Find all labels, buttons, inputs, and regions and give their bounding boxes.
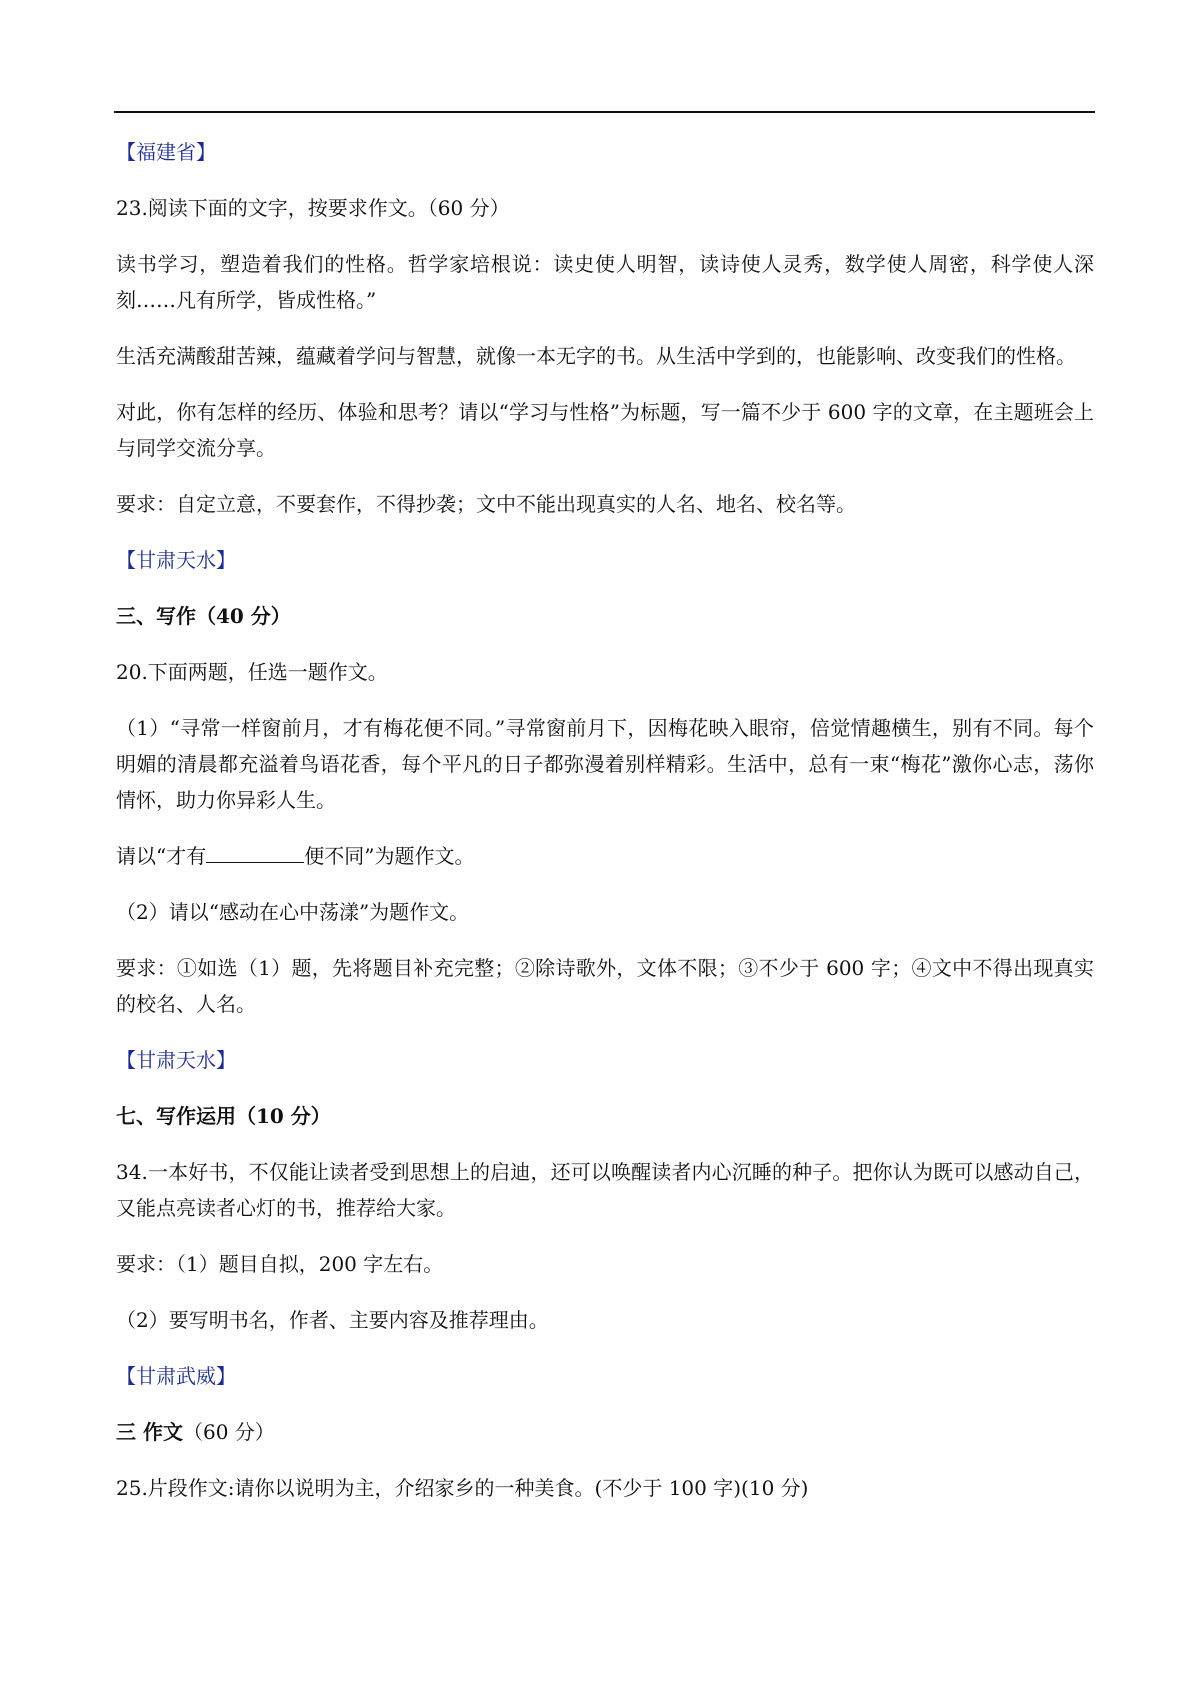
prompt-suffix: 便不同”为题作文。 — [304, 844, 475, 868]
question-20-option-1: （1）“寻常一样窗前月，才有梅花便不同。”寻常窗前月下，因梅花映入眼帘，倍觉情趣横生，别有不同。每个明媚的清晨都充溢着鸟语花香，每个平凡的日子都弥漫着别样精彩。生活中，总有一束“梅花”激你心志，荡你情怀，助力你异彩人生。 — [116, 716, 1094, 812]
region-heading-tianshui-1: 【甘肃天水】 — [116, 548, 236, 572]
section-heading-composition-60 — [116, 1414, 1094, 1450]
question-23-paragraph-2: 生活充满酸甜苦辣，蕴藏着学问与智慧，就像一本无字的书。从生活中学到的，也能影响、改变我们的性格。 — [116, 344, 1076, 368]
question-23-paragraph-1: 读书学习，塑造着我们的性格。哲学家培根说：读史使人明智，读诗使人灵秀，数学使人周密，科学使人深刻……凡有所学，皆成性格。” — [116, 252, 1094, 312]
region-heading-fujian: 【福建省】 — [116, 140, 216, 164]
fill-in-blank — [206, 842, 304, 863]
document-content — [116, 134, 1094, 1526]
question-34-title: 34.一本好书，不仅能让读者受到思想上的启迪，还可以唤醒读者内心沉睡的种子。把你认为既可以感动自己，又能点亮读者心灯的书，推荐给大家。 — [116, 1160, 1094, 1220]
region-heading-tianshui-2: 【甘肃天水】 — [116, 1048, 236, 1072]
section-heading-writing-10: 七、写作运用（10 分） — [116, 1104, 331, 1128]
question-20-option-2: （2）请以“感动在心中荡漾”为题作文。 — [116, 900, 470, 924]
region-heading-wuwei: 【甘肃武威】 — [116, 1364, 236, 1388]
question-23-paragraph-3: 对此，你有怎样的经历、体验和思考？请以“学习与性格”为标题，写一篇不少于 600 字的文章，在主题班会上与同学交流分享。 — [116, 400, 1094, 460]
question-20-prompt — [116, 838, 1094, 874]
prompt-prefix: 请以“才有 — [116, 844, 207, 868]
section-label: 三 作文 — [116, 1420, 183, 1444]
section-points: （60 分） — [182, 1420, 275, 1444]
question-25-title: 25.片段作文:请你以说明为主，介绍家乡的一种美食。(不少于 100 字)(10 分) — [116, 1476, 809, 1500]
header-rule — [114, 111, 1095, 113]
section-heading-writing-40: 三、写作（40 分） — [116, 604, 291, 628]
question-34-requirement-2: （2）要写明书名，作者、主要内容及推荐理由。 — [116, 1308, 549, 1332]
question-23-requirements: 要求：自定立意，不要套作，不得抄袭；文中不能出现真实的人名、地名、校名等。 — [116, 492, 856, 516]
question-34-requirement-1: 要求：（1）题目自拟，200 字左右。 — [116, 1252, 444, 1276]
question-20-title: 20.下面两题，任选一题作文。 — [116, 660, 388, 684]
question-20-requirements: 要求：①如选（1）题，先将题目补充完整；②除诗歌外，文体不限；③不少于 600 字；④文中不得出现真实的校名、人名。 — [116, 956, 1094, 1016]
question-23-title: 23.阅读下面的文字，按要求作文。（60 分） — [116, 196, 510, 220]
